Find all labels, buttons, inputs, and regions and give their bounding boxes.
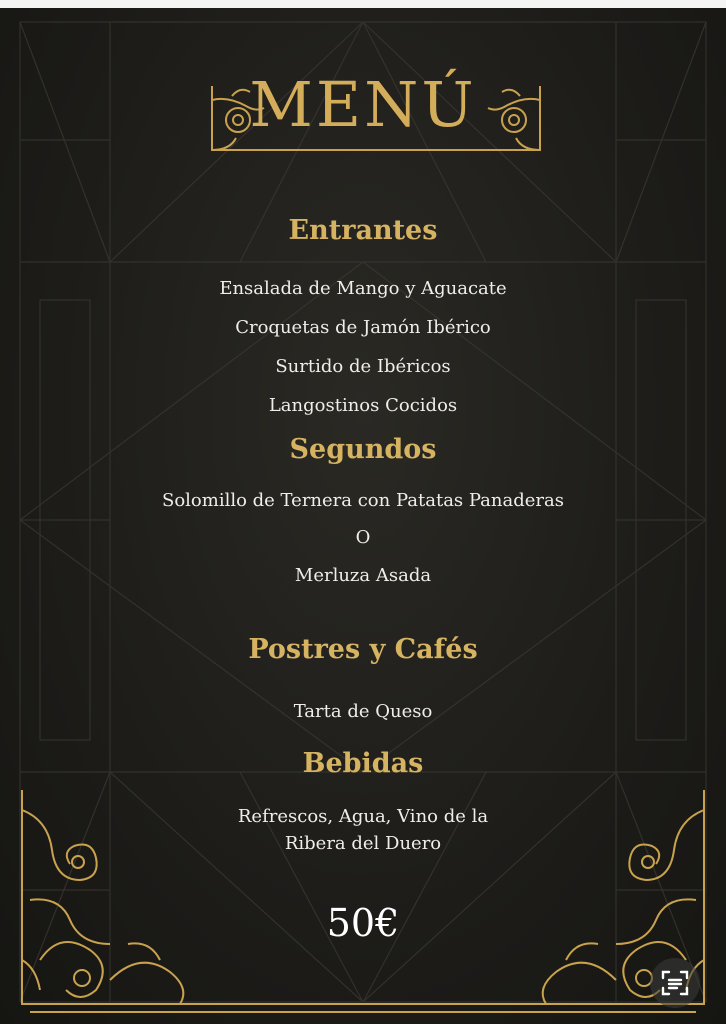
menu-item: Merluza Asada — [294, 565, 432, 586]
menu-item: Croquetas de Jamón Ibérico — [235, 317, 491, 338]
menu-item: Solomillo de Ternera con Patatas Panaderas — [162, 490, 564, 511]
scan-text-button[interactable] — [650, 958, 700, 1008]
menu-item: Refrescos, Agua, Vino de la — [237, 806, 489, 827]
scan-text-icon — [650, 958, 700, 1008]
menu-item: Langostinos Cocidos — [268, 395, 458, 416]
menu-item: Ribera del Duero — [284, 833, 442, 854]
menu-item: Surtido de Ibéricos — [275, 356, 451, 377]
menu-title: MENÚ — [249, 68, 477, 141]
menu-price: 50€ — [326, 901, 400, 945]
menu-item: Tarta de Queso — [293, 701, 433, 722]
menu-item-separator: O — [355, 527, 371, 548]
section-heading-entrantes: Entrantes — [288, 215, 438, 246]
menu-item: Ensalada de Mango y Aguacate — [219, 278, 507, 299]
section-heading-bebidas: Bebidas — [302, 748, 424, 779]
section-heading-segundos: Segundos — [289, 434, 437, 465]
section-heading-postres: Postres y Cafés — [248, 634, 478, 665]
